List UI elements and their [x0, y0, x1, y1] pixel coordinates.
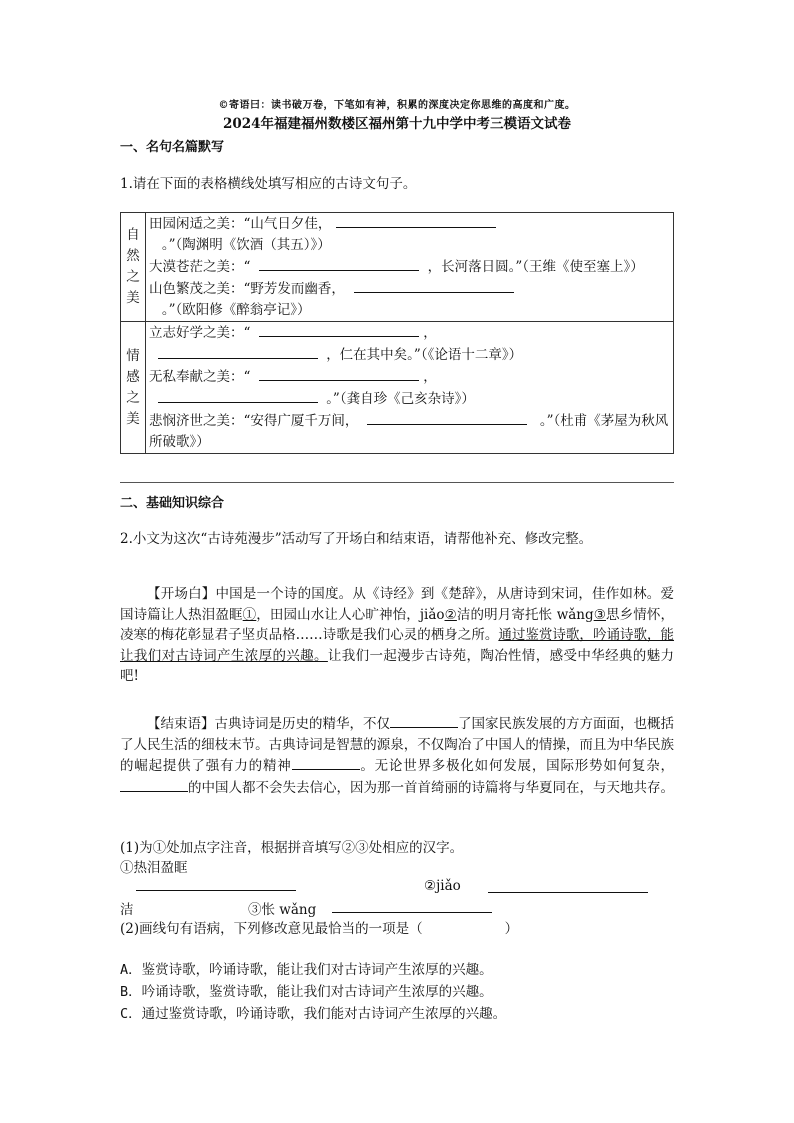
line-item: 田园闲适之美：“山气日夕佳， 。”（陶渊明《饮酒（其五）》）	[149, 213, 671, 256]
nature-lines	[146, 213, 674, 322]
sub-item-2: ②jiǎo	[424, 878, 461, 894]
answer-blank[interactable]	[354, 278, 514, 293]
answer-blank[interactable]	[158, 388, 318, 403]
option-c[interactable]: C．通过鉴赏诗歌，吟诵诗歌，我们能对古诗词产生浓厚的兴趣。	[120, 1006, 507, 1022]
exam-title: 2024年福建福州数楼区福州第十九中学中考三模语文试卷	[222, 116, 572, 132]
sub-question-1: (1)为①处加点字注音，根据拼音填写②③处相应的汉字。	[120, 840, 464, 856]
line-item: 山色繁茂之美：“野芳发而幽香， 。”（欧阳修《醉翁亭记》）	[149, 278, 671, 321]
emotion-lines	[146, 322, 674, 454]
line-item: 悲悯济世之美：“安得广厦千万间， 。”（杜甫《茅屋为秋风所破歌》）	[149, 410, 671, 453]
closing-paragraph: 【结束语】古典诗词是历史的精华，不仅 了国家民族发展的方方面面，也概括了人民生活的细枝末节。古典诗词是智慧的源泉，不仅陶冶了中国人的情操，而且为中华民族的崛起提供了强有力的精神 。无论世界多极化如何发展，国际形势如何复杂，的中国人都不会失去信心，因为那一首首绮丽的诗篇将与华夏同在，与天地共存。	[120, 713, 674, 798]
poem-table	[120, 212, 674, 454]
category-nature: 自 然 之 美	[121, 213, 146, 322]
answer-blank[interactable]	[332, 898, 492, 913]
line-item: 立志好学之美：“ ， ，仁在其中矣。”（《论语十二章》）	[149, 322, 671, 366]
sub-item-2-suffix: 洁	[120, 902, 134, 918]
option-a[interactable]: A．鉴赏诗歌，吟诵诗歌，能让我们对古诗词产生浓厚的兴趣。	[120, 962, 493, 978]
answer-blank[interactable]	[158, 344, 318, 359]
answer-blank[interactable]	[120, 777, 188, 792]
question-2: 2.小文为这次“古诗苑漫步”活动写了开场白和结束语，请帮他补充、修改完整。	[120, 531, 593, 547]
section-1-heading: 一、名句名篇默写	[120, 140, 225, 155]
answer-blank[interactable]	[259, 322, 419, 337]
motto-text: ©寄语曰：读书破万卷，下笔如有神，积累的深度决定你思维的高度和广度。	[218, 100, 576, 111]
answer-blank[interactable]	[336, 213, 496, 228]
answer-blank[interactable]	[488, 878, 648, 893]
answer-blank[interactable]	[259, 366, 419, 381]
answer-blank[interactable]	[292, 755, 360, 770]
answer-blank[interactable]	[367, 410, 527, 425]
sub-question-2: (2)画线句有语病，下列修改意见最恰当的一项是（ ）	[120, 921, 519, 937]
line-item: 无私奉献之美：“ ， 。”（龚自珍《己亥杂诗》）	[149, 366, 671, 410]
table-row	[121, 322, 674, 454]
section-2-heading: 二、基础知识综合	[120, 496, 225, 511]
sub-item-1: ①热泪盈眶	[120, 860, 188, 876]
category-emotion: 情 感 之 美	[121, 322, 146, 454]
table-row	[121, 213, 674, 322]
underlined-sentence: 通过鉴赏诗歌，吟诵诗歌，能让我们对古诗词产生浓厚的兴趣。	[120, 627, 675, 664]
opening-paragraph: 【开场白】中国是一个诗的国度。从《诗经》到《楚辞》，从唐诗到宋词，佳作如林。爱国诗篇让人热泪盈眶①，田园山水让人心旷神怡，jiǎo②洁的明月寄托怅 wǎng③思乡情怀，凌寒的梅花彰显君子坚贞品格……诗歌是我们心灵的栖身之所。通过鉴赏诗歌，吟诵诗歌，能让我们对古诗词产生浓厚的兴趣。让我们一起漫步古诗苑，陶冶性情，感受中华经典的魅力吧!	[120, 586, 675, 684]
section-divider	[120, 482, 674, 483]
option-b[interactable]: B．吟诵诗歌，鉴赏诗歌，能让我们对古诗词产生浓厚的兴趣。	[120, 984, 493, 1000]
question-1: 1.请在下面的表格横线处填写相应的古诗文句子。	[120, 176, 417, 192]
answer-blank[interactable]	[136, 876, 296, 891]
answer-blank[interactable]	[390, 713, 458, 728]
line-item: 大漠苍茫之美：“ ，长河落日圆。”（王维《使至塞上》）	[149, 256, 671, 278]
answer-blank[interactable]	[259, 256, 419, 271]
sub-item-3: ③怅 wǎng	[248, 902, 317, 918]
